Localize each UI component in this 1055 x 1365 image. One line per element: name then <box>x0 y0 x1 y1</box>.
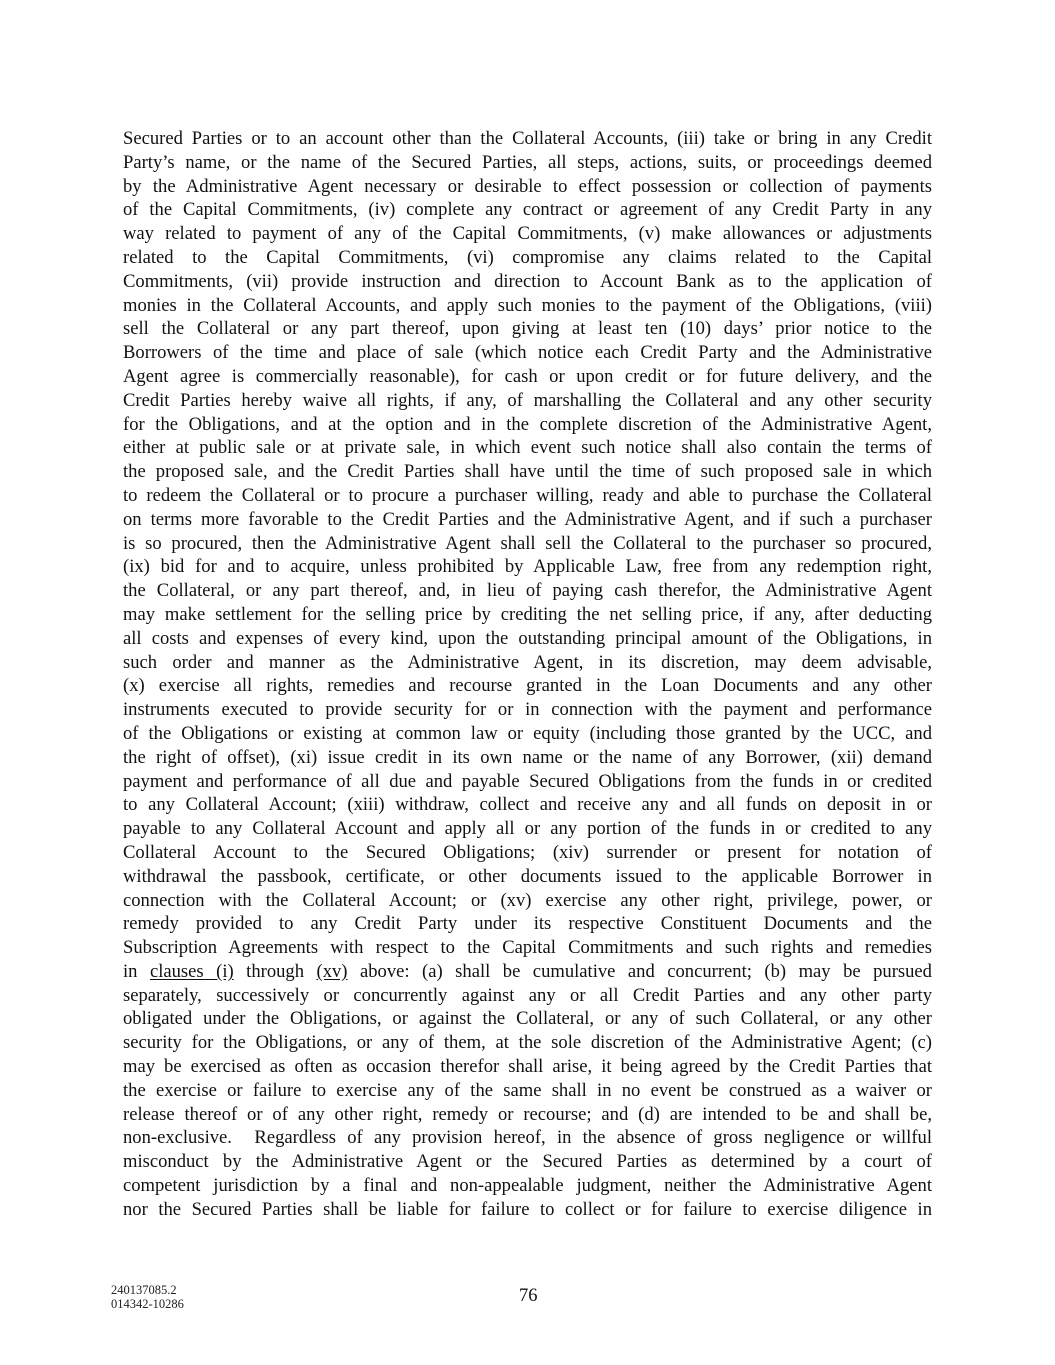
text-line <box>123 1103 932 1127</box>
text-line <box>123 365 932 389</box>
text-line <box>123 841 932 865</box>
line-text: Commitments, (vii) provide instruction and direction to Account Bank as to the application of <box>123 270 932 292</box>
text-line <box>123 294 932 318</box>
line-text: sell the Collateral or any part thereof, upon giving at least ten (10) days’ prior notice to the <box>123 318 932 340</box>
line-text: either at public sale or at private sale, in which event such notice shall also contain the terms of <box>123 437 932 459</box>
text-line <box>123 436 932 460</box>
line-text: Subscription Agreements with respect to the Capital Commitments and such rights and remedies <box>123 937 932 959</box>
text-line <box>123 674 932 698</box>
line-text: in <box>123 960 150 982</box>
line-text: the Collateral, or any part thereof, and, in lieu of paying cash therefor, the Administrative Agent <box>123 580 932 602</box>
text-line <box>123 1126 932 1150</box>
text-line <box>123 508 932 532</box>
line-text: Credit Parties hereby waive all rights, if any, of marshalling the Collateral and any other security <box>123 389 932 411</box>
line-text: (ix) bid for and to acquire, unless prohibited by Applicable Law, free from any redemption right, <box>123 556 932 578</box>
line-text: obligated under the Obligations, or against the Collateral, or any of such Collateral, or any other <box>123 1008 932 1030</box>
line-text: may make settlement for the selling price by crediting the net selling price, if any, after deducting <box>123 603 932 625</box>
text-line <box>123 460 932 484</box>
text-line <box>123 413 932 437</box>
footer-document-id <box>111 1283 184 1311</box>
line-text: to redeem the Collateral or to procure a purchaser willing, ready and able to purchase the Collateral <box>123 484 932 506</box>
line-text: Secured Parties or to an account other than the Collateral Accounts, (iii) take or bring in any Credit <box>123 128 932 149</box>
line-text: competent jurisdiction by a final and non-appealable judgment, neither the Administrative Agent <box>123 1175 932 1197</box>
text-line <box>123 698 932 722</box>
line-text: release thereof or of any other right, remedy or recourse; and (d) are intended to be and shall be, <box>123 1103 932 1125</box>
text-line <box>123 555 932 579</box>
line-text: connection with the Collateral Account; or (xv) exercise any other right, privilege, power, or <box>123 889 932 911</box>
line-text: misconduct by the Administrative Agent or the Secured Parties as determined by a court of <box>123 1151 932 1173</box>
text-line <box>123 722 932 746</box>
line-text: may be exercised as often as occasion therefor shall arise, it being agreed by the Credit Parties that <box>123 1056 932 1078</box>
text-line <box>123 651 932 675</box>
line-text: Borrowers of the time and place of sale (which notice each Credit Party and the Administrative <box>123 342 932 364</box>
line-text: security for the Obligations, or any of them, at the sole discretion of the Administrative Agent; (c) <box>123 1032 932 1054</box>
body-paragraph <box>123 127 932 1222</box>
matter-id: 014342-10286 <box>111 1297 184 1311</box>
line-text: way related to payment of any of the Capital Commitments, (v) make allowances or adjustments <box>123 223 932 245</box>
line-text: payment and performance of all due and payable Secured Obligations from the funds in or credited <box>123 770 932 792</box>
text-line <box>123 175 932 199</box>
text-line <box>123 1198 932 1222</box>
line-text: the right of offset), (xi) issue credit in its own name or the name of any Borrower, (xii) demand <box>123 746 932 768</box>
text-line <box>123 1150 932 1174</box>
text-line <box>123 222 932 246</box>
line-text: withdrawal the passbook, certificate, or other documents issued to the applicable Borrower in <box>123 865 932 887</box>
line-text: the proposed sale, and the Credit Parties shall have until the time of such proposed sale in which <box>123 461 932 483</box>
text-line <box>123 246 932 270</box>
line-text: for the Obligations, and at the option and in the complete discretion of the Administrative Agent, <box>123 413 932 435</box>
text-line <box>123 579 932 603</box>
text-line <box>123 198 932 222</box>
line-text: of the Obligations or existing at common law or equity (including those granted by the UCC, and <box>123 722 932 744</box>
line-text: by the Administrative Agent necessary or desirable to effect possession or collection of payments <box>123 175 932 197</box>
text-line <box>123 936 932 960</box>
text-line <box>123 627 932 651</box>
line-text: to any Collateral Account; (xiii) withdraw, collect and receive any and all funds on deposit in or <box>123 794 932 816</box>
text-line <box>123 317 932 341</box>
line-text: monies in the Collateral Accounts, and apply such monies to the payment of the Obligations, (viii) <box>123 294 932 316</box>
text-line <box>123 912 932 936</box>
text-line <box>123 484 932 508</box>
line-text: Party’s name, or the name of the Secured Parties, all steps, actions, suits, or proceedings deemed <box>123 151 932 173</box>
line-text: of the Capital Commitments, (iv) complete any contract or agreement of any Credit Party in any <box>123 199 932 221</box>
text-line <box>123 865 932 889</box>
page-number: 76 <box>519 1286 538 1306</box>
line-text: remedy provided to any Credit Party under its respective Constituent Documents and the <box>123 913 932 935</box>
text-line <box>123 1174 932 1198</box>
text-line <box>123 889 932 913</box>
line-text: through <box>233 960 317 982</box>
line-text: the exercise or failure to exercise any of the same shall in no event be construed as a waiver or <box>123 1079 932 1101</box>
text-line <box>123 389 932 413</box>
text-line <box>123 341 932 365</box>
line-text: such order and manner as the Administrative Agent, in its discretion, may deem advisable, <box>123 651 932 673</box>
text-line <box>123 270 932 294</box>
text-line <box>123 1055 932 1079</box>
line-text: Agent agree is commercially reasonable), for cash or upon credit or for future delivery, and the <box>123 365 932 387</box>
text-line <box>123 984 932 1008</box>
line-text: payable to any Collateral Account and apply all or any portion of the funds in or credited to any <box>123 818 932 840</box>
line-text: separately, successively or concurrently against any or all Credit Parties and any other party <box>123 984 932 1006</box>
line-text: above: (a) shall be cumulative and concurrent; (b) may be pursued <box>347 960 932 982</box>
line-text: instruments executed to provide security for or in connection with the payment and performance <box>123 699 932 721</box>
line-text: related to the Capital Commitments, (vi) compromise any claims related to the Capital <box>123 246 932 268</box>
doc-id: 240137085.2 <box>111 1283 177 1297</box>
text-line <box>123 1079 932 1103</box>
text-line <box>123 746 932 770</box>
text-line <box>123 603 932 627</box>
text-line <box>123 770 932 794</box>
line-text: all costs and expenses of every kind, upon the outstanding principal amount of the Obligations, in <box>123 627 932 649</box>
text-line <box>123 151 932 175</box>
line-text: is so procured, then the Administrative Agent shall sell the Collateral to the purchaser so procured, <box>123 532 932 554</box>
line-text: (x) exercise all rights, remedies and recourse granted in the Loan Documents and any other <box>123 675 932 697</box>
line-text: Collateral Account to the Secured Obligations; (xiv) surrender or present for notation of <box>123 841 932 863</box>
text-line <box>123 127 932 151</box>
text-line <box>123 1031 932 1055</box>
text-line <box>123 793 932 817</box>
text-line <box>123 1007 932 1031</box>
line-text: nor the Secured Parties shall be liable for failure to collect or for failure to exercise diligence in <box>123 1198 932 1220</box>
clause-reference: (xv) <box>316 960 348 982</box>
text-line <box>123 532 932 556</box>
text-line <box>123 960 932 984</box>
clause-reference: clauses (i) <box>149 960 234 982</box>
text-line <box>123 817 932 841</box>
line-text: on terms more favorable to the Credit Parties and the Administrative Agent, and if such a purchaser <box>123 508 932 530</box>
line-text: non-exclusive. Regardless of any provision hereof, in the absence of gross negligence or willful <box>123 1127 932 1149</box>
